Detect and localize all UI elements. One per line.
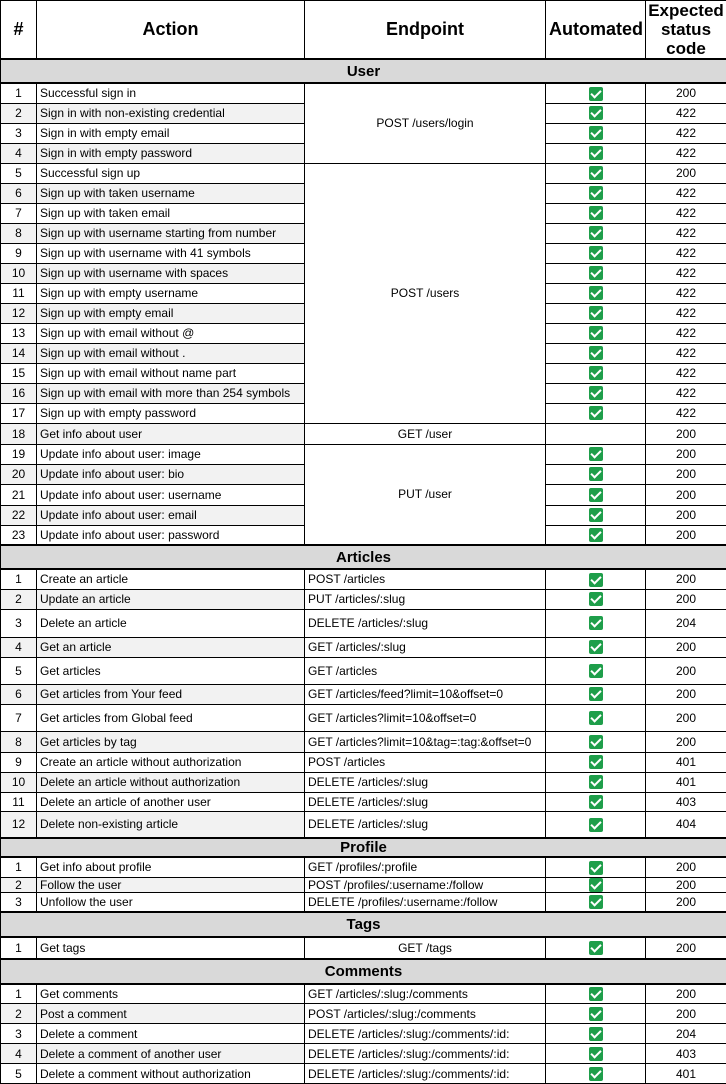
- action-cell: Get info about user: [37, 423, 305, 444]
- endpoint-cell: GET /profiles/:profile: [305, 857, 546, 877]
- green-checkbox-icon: [589, 488, 603, 502]
- automated-cell: [546, 403, 646, 423]
- action-cell: Sign up with email without .: [37, 343, 305, 363]
- row-number: 4: [1, 637, 37, 657]
- table-row: [1, 657, 726, 684]
- green-checkbox-icon: [589, 106, 603, 120]
- green-checkbox-icon: [589, 447, 603, 461]
- table-row: [1, 984, 726, 1004]
- green-checkbox-icon: [589, 987, 603, 1001]
- row-number: 10: [1, 772, 37, 792]
- endpoint-cell: DELETE /articles/:slug: [305, 609, 546, 637]
- action-cell: Update info about user: bio: [37, 464, 305, 484]
- section-header-row: [1, 545, 726, 569]
- expected-status-code-cell: 404: [646, 811, 726, 838]
- endpoint-cell: GET /articles: [305, 657, 546, 684]
- green-checkbox-icon: [589, 735, 603, 749]
- table-row: [1, 772, 726, 792]
- expected-status-code-cell: 403: [646, 792, 726, 811]
- expected-status-code-cell: 401: [646, 1064, 726, 1084]
- action-cell: Get articles by tag: [37, 731, 305, 752]
- automated-cell: [546, 657, 646, 684]
- automated-cell: [546, 383, 646, 403]
- expected-status-code-cell: 200: [646, 637, 726, 657]
- action-cell: Successful sign up: [37, 163, 305, 183]
- row-number: 6: [1, 183, 37, 203]
- row-number: 2: [1, 103, 37, 123]
- action-cell: Delete a comment of another user: [37, 1044, 305, 1064]
- expected-status-code-cell: 200: [646, 893, 726, 912]
- row-number: 18: [1, 423, 37, 444]
- section-title: Articles: [1, 545, 726, 569]
- automated-cell: [546, 323, 646, 343]
- automated-cell: [546, 752, 646, 772]
- green-checkbox-icon: [589, 1047, 603, 1061]
- automated-cell: [546, 484, 646, 505]
- section-header-row: [1, 912, 726, 937]
- endpoint-cell: GET /articles/:slug: [305, 637, 546, 657]
- automated-cell: [546, 203, 646, 223]
- expected-status-code-cell: 204: [646, 1024, 726, 1044]
- expected-status-code-cell: 422: [646, 223, 726, 243]
- automated-cell: [546, 772, 646, 792]
- endpoint-cell: DELETE /articles/:slug:/comments/:id:: [305, 1064, 546, 1084]
- expected-status-code-cell: 422: [646, 303, 726, 323]
- action-cell: Get an article: [37, 637, 305, 657]
- action-cell: Get info about profile: [37, 857, 305, 877]
- expected-status-code-cell: 422: [646, 403, 726, 423]
- row-number: 10: [1, 263, 37, 283]
- table-row: [1, 609, 726, 637]
- action-cell: Sign up with taken username: [37, 183, 305, 203]
- expected-status-code-cell: 200: [646, 525, 726, 545]
- action-cell: Create an article: [37, 569, 305, 589]
- section-title: Profile: [1, 838, 726, 857]
- expected-status-code-cell: 200: [646, 984, 726, 1004]
- automated-cell: [546, 857, 646, 877]
- green-checkbox-icon: [589, 186, 603, 200]
- green-checkbox-icon: [589, 266, 603, 280]
- row-number: 6: [1, 684, 37, 704]
- green-checkbox-icon: [589, 878, 603, 892]
- green-checkbox-icon: [589, 126, 603, 140]
- row-number: 3: [1, 609, 37, 637]
- action-cell: Sign up with username with spaces: [37, 263, 305, 283]
- action-cell: Get articles: [37, 657, 305, 684]
- row-number: 8: [1, 731, 37, 752]
- automated-cell: [546, 123, 646, 143]
- automated-cell: [546, 792, 646, 811]
- action-cell: Delete non-existing article: [37, 811, 305, 838]
- table-row: [1, 1044, 726, 1064]
- automated-cell: [546, 1004, 646, 1024]
- automated-cell: [546, 937, 646, 959]
- green-checkbox-icon: [589, 386, 603, 400]
- expected-status-code-cell: 204: [646, 609, 726, 637]
- table-row: [1, 731, 726, 752]
- endpoint-cell: POST /articles/:slug:/comments: [305, 1004, 546, 1024]
- row-number: 20: [1, 464, 37, 484]
- action-cell: Delete an article without authorization: [37, 772, 305, 792]
- endpoint-cell: GET /articles?limit=10&offset=0: [305, 704, 546, 731]
- action-cell: Create an article without authorization: [37, 752, 305, 772]
- automated-cell: [546, 243, 646, 263]
- expected-status-code-cell: 200: [646, 1004, 726, 1024]
- row-number: 8: [1, 223, 37, 243]
- row-number: 19: [1, 444, 37, 464]
- automated-cell: [546, 609, 646, 637]
- table-row: [1, 423, 726, 444]
- automated-cell: [546, 1044, 646, 1064]
- action-cell: Follow the user: [37, 877, 305, 893]
- expected-status-code-cell: 422: [646, 263, 726, 283]
- action-cell: Unfollow the user: [37, 893, 305, 912]
- green-checkbox-icon: [589, 346, 603, 360]
- action-cell: Sign in with empty email: [37, 123, 305, 143]
- header-row: [1, 1, 726, 60]
- row-number: 9: [1, 752, 37, 772]
- table-row: [1, 792, 726, 811]
- expected-status-code-cell: 200: [646, 163, 726, 183]
- automated-cell: [546, 877, 646, 893]
- action-cell: Delete an article: [37, 609, 305, 637]
- table-row: [1, 752, 726, 772]
- automated-cell: [546, 163, 646, 183]
- action-cell: Sign up with taken email: [37, 203, 305, 223]
- endpoint-cell: DELETE /articles/:slug:/comments/:id:: [305, 1044, 546, 1064]
- endpoint-cell: DELETE /articles/:slug: [305, 772, 546, 792]
- expected-status-code-cell: 422: [646, 203, 726, 223]
- row-number: 5: [1, 1064, 37, 1084]
- endpoint-cell: POST /profiles/:username:/follow: [305, 877, 546, 893]
- expected-status-code-cell: 401: [646, 772, 726, 792]
- table-row: [1, 704, 726, 731]
- table-row: [1, 163, 726, 183]
- expected-status-code-cell: 401: [646, 752, 726, 772]
- automated-cell: [546, 589, 646, 609]
- expected-status-code-cell: 200: [646, 657, 726, 684]
- automated-cell: [546, 704, 646, 731]
- row-number: 13: [1, 323, 37, 343]
- table-row: [1, 83, 726, 103]
- action-cell: Update info about user: email: [37, 505, 305, 525]
- automated-cell: [546, 464, 646, 484]
- green-checkbox-icon: [589, 286, 603, 300]
- automated-cell: [546, 984, 646, 1004]
- row-number: 22: [1, 505, 37, 525]
- automated-cell: [546, 684, 646, 704]
- expected-status-code-cell: 422: [646, 103, 726, 123]
- green-checkbox-icon: [589, 226, 603, 240]
- expected-status-code-cell: 200: [646, 464, 726, 484]
- green-checkbox-icon: [589, 861, 603, 875]
- expected-status-code-cell: 200: [646, 937, 726, 959]
- row-number: 23: [1, 525, 37, 545]
- row-number: 16: [1, 383, 37, 403]
- row-number: 14: [1, 343, 37, 363]
- green-checkbox-icon: [589, 895, 603, 909]
- automated-cell: [546, 283, 646, 303]
- row-number: 3: [1, 1024, 37, 1044]
- table-row: [1, 684, 726, 704]
- automated-cell: [546, 103, 646, 123]
- action-cell: Get articles from Your feed: [37, 684, 305, 704]
- endpoint-cell: GET /articles/feed?limit=10&offset=0: [305, 684, 546, 704]
- row-number: 3: [1, 123, 37, 143]
- endpoint-cell: DELETE /articles/:slug: [305, 792, 546, 811]
- green-checkbox-icon: [589, 87, 603, 101]
- action-cell: Sign up with username with 41 symbols: [37, 243, 305, 263]
- automated-cell: [546, 637, 646, 657]
- row-number: 12: [1, 811, 37, 838]
- automated-cell: [546, 423, 646, 444]
- row-number: 9: [1, 243, 37, 263]
- green-checkbox-icon: [589, 146, 603, 160]
- expected-status-code-cell: 422: [646, 383, 726, 403]
- table-row: [1, 637, 726, 657]
- green-checkbox-icon: [589, 246, 603, 260]
- table-row: [1, 444, 726, 464]
- automated-cell: [546, 363, 646, 383]
- green-checkbox-icon: [589, 326, 603, 340]
- action-cell: Sign up with email without @: [37, 323, 305, 343]
- expected-status-code-cell: 200: [646, 83, 726, 103]
- action-cell: Sign up with email without name part: [37, 363, 305, 383]
- action-cell: Sign up with empty email: [37, 303, 305, 323]
- green-checkbox-icon: [589, 664, 603, 678]
- table-row: [1, 877, 726, 893]
- action-cell: Sign up with empty username: [37, 283, 305, 303]
- action-cell: Delete a comment: [37, 1024, 305, 1044]
- row-number: 3: [1, 893, 37, 912]
- expected-status-code-cell: 422: [646, 243, 726, 263]
- row-number: 1: [1, 937, 37, 959]
- expected-status-code-cell: 200: [646, 423, 726, 444]
- row-number: 15: [1, 363, 37, 383]
- automated-cell: [546, 343, 646, 363]
- row-number: 4: [1, 143, 37, 163]
- green-checkbox-icon: [589, 755, 603, 769]
- action-cell: Delete a comment without authorization: [37, 1064, 305, 1084]
- action-cell: Delete an article of another user: [37, 792, 305, 811]
- table-row: [1, 1004, 726, 1024]
- automated-cell: [546, 525, 646, 545]
- section-header-row: [1, 59, 726, 83]
- action-cell: Sign up with username starting from number: [37, 223, 305, 243]
- row-number: 1: [1, 857, 37, 877]
- action-cell: Sign in with non-existing credential: [37, 103, 305, 123]
- green-checkbox-icon: [589, 640, 603, 654]
- automated-cell: [546, 505, 646, 525]
- automated-cell: [546, 83, 646, 103]
- expected-status-code-cell: 200: [646, 877, 726, 893]
- row-number: 21: [1, 484, 37, 505]
- green-checkbox-icon: [589, 508, 603, 522]
- action-cell: Update info about user: username: [37, 484, 305, 505]
- green-checkbox-icon: [589, 941, 603, 955]
- green-checkbox-icon: [589, 818, 603, 832]
- green-checkbox-icon: [589, 1067, 603, 1081]
- action-cell: Get comments: [37, 984, 305, 1004]
- expected-status-code-cell: 200: [646, 589, 726, 609]
- endpoint-cell: POST /users/login: [305, 83, 546, 163]
- column-header-expected-status-code: Expected status code: [646, 1, 726, 60]
- green-checkbox-icon: [589, 166, 603, 180]
- green-checkbox-icon: [589, 306, 603, 320]
- column-header-action: Action: [37, 1, 305, 60]
- row-number: 1: [1, 984, 37, 1004]
- table-row: [1, 937, 726, 959]
- row-number: 11: [1, 792, 37, 811]
- action-cell: Get articles from Global feed: [37, 704, 305, 731]
- endpoint-cell: GET /user: [305, 423, 546, 444]
- expected-status-code-cell: 403: [646, 1044, 726, 1064]
- action-cell: Sign up with email with more than 254 symbols: [37, 383, 305, 403]
- action-cell: Sign up with empty password: [37, 403, 305, 423]
- action-cell: Update info about user: image: [37, 444, 305, 464]
- column-header-automated: Automated: [546, 1, 646, 60]
- section-title: Tags: [1, 912, 726, 937]
- row-number: 7: [1, 704, 37, 731]
- table-row: [1, 569, 726, 589]
- automated-cell: [546, 1024, 646, 1044]
- expected-status-code-cell: 422: [646, 123, 726, 143]
- expected-status-code-cell: 200: [646, 505, 726, 525]
- expected-status-code-cell: 200: [646, 484, 726, 505]
- action-cell: Sign in with empty password: [37, 143, 305, 163]
- expected-status-code-cell: 200: [646, 684, 726, 704]
- expected-status-code-cell: 200: [646, 444, 726, 464]
- table-row: [1, 857, 726, 877]
- automated-cell: [546, 893, 646, 912]
- section-title: User: [1, 59, 726, 83]
- column-header-endpoint: Endpoint: [305, 1, 546, 60]
- green-checkbox-icon: [589, 775, 603, 789]
- endpoint-cell: DELETE /articles/:slug: [305, 811, 546, 838]
- green-checkbox-icon: [589, 616, 603, 630]
- green-checkbox-icon: [589, 1027, 603, 1041]
- green-checkbox-icon: [589, 467, 603, 481]
- action-cell: Update info about user: password: [37, 525, 305, 545]
- green-checkbox-icon: [589, 366, 603, 380]
- row-number: 11: [1, 283, 37, 303]
- green-checkbox-icon: [589, 592, 603, 606]
- green-checkbox-icon: [589, 573, 603, 587]
- automated-cell: [546, 223, 646, 243]
- expected-status-code-cell: 422: [646, 363, 726, 383]
- row-number: 2: [1, 877, 37, 893]
- green-checkbox-icon: [589, 711, 603, 725]
- row-number: 2: [1, 1004, 37, 1024]
- action-cell: Post a comment: [37, 1004, 305, 1024]
- expected-status-code-cell: 200: [646, 569, 726, 589]
- section-title: Comments: [1, 959, 726, 984]
- endpoint-cell: GET /tags: [305, 937, 546, 959]
- row-number: 12: [1, 303, 37, 323]
- action-cell: Successful sign in: [37, 83, 305, 103]
- endpoint-cell: GET /articles?limit=10&tag=:tag:&offset=0: [305, 731, 546, 752]
- row-number: 17: [1, 403, 37, 423]
- green-checkbox-icon: [589, 406, 603, 420]
- automated-cell: [546, 303, 646, 323]
- row-number: 1: [1, 83, 37, 103]
- endpoint-cell: POST /users: [305, 163, 546, 423]
- endpoint-cell: PUT /articles/:slug: [305, 589, 546, 609]
- action-cell: Get tags: [37, 937, 305, 959]
- row-number: 7: [1, 203, 37, 223]
- row-number: 5: [1, 657, 37, 684]
- column-header-num: #: [1, 1, 37, 60]
- section-header-row: [1, 959, 726, 984]
- expected-status-code-cell: 422: [646, 143, 726, 163]
- table-row: [1, 589, 726, 609]
- table-row: [1, 893, 726, 912]
- green-checkbox-icon: [589, 687, 603, 701]
- endpoint-cell: PUT /user: [305, 444, 546, 545]
- automated-cell: [546, 569, 646, 589]
- endpoint-cell: POST /articles: [305, 752, 546, 772]
- action-cell: Update an article: [37, 589, 305, 609]
- automated-cell: [546, 263, 646, 283]
- row-number: 4: [1, 1044, 37, 1064]
- expected-status-code-cell: 422: [646, 283, 726, 303]
- expected-status-code-cell: 422: [646, 323, 726, 343]
- row-number: 2: [1, 589, 37, 609]
- expected-status-code-cell: 422: [646, 183, 726, 203]
- green-checkbox-icon: [589, 206, 603, 220]
- expected-status-code-cell: 422: [646, 343, 726, 363]
- section-header-row: [1, 838, 726, 857]
- endpoint-cell: DELETE /articles/:slug:/comments/:id:: [305, 1024, 546, 1044]
- table-body: [1, 59, 726, 1084]
- table-row: [1, 811, 726, 838]
- green-checkbox-icon: [589, 528, 603, 542]
- automated-cell: [546, 183, 646, 203]
- endpoint-cell: POST /articles: [305, 569, 546, 589]
- automated-cell: [546, 731, 646, 752]
- row-number: 5: [1, 163, 37, 183]
- row-number: 1: [1, 569, 37, 589]
- automated-cell: [546, 811, 646, 838]
- endpoint-cell: DELETE /profiles/:username:/follow: [305, 893, 546, 912]
- table-row: [1, 1024, 726, 1044]
- endpoint-cell: GET /articles/:slug:/comments: [305, 984, 546, 1004]
- green-checkbox-icon: [589, 1007, 603, 1021]
- expected-status-code-cell: 200: [646, 857, 726, 877]
- automated-cell: [546, 444, 646, 464]
- green-checkbox-icon: [589, 795, 603, 809]
- automated-cell: [546, 143, 646, 163]
- expected-status-code-cell: 200: [646, 731, 726, 752]
- expected-status-code-cell: 200: [646, 704, 726, 731]
